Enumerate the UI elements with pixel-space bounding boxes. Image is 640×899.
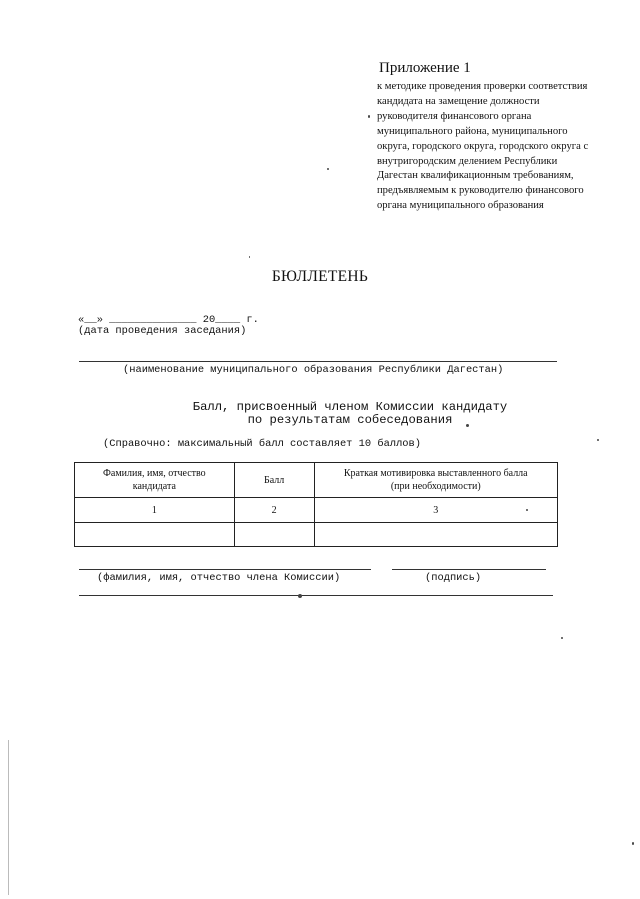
table-row [75,498,558,523]
scan-speck [561,637,563,639]
appendix-line: округа, городского округа, городского округа с [377,140,589,152]
bottom-rule [79,595,553,596]
municipality-caption: (наименование муниципального образования Республики Дагестан) [123,364,504,376]
scan-speck [526,509,528,511]
ballot-table [74,462,558,547]
scan-speck [249,256,250,258]
signature-line [392,569,546,570]
appendix-line: муниципального района, муниципального [377,125,568,137]
scan-speck [327,168,329,170]
scan-speck [298,594,302,598]
column-number-cell: 3 [314,498,558,523]
appendix-title: Приложение 1 [379,60,471,76]
header-candidate-name [75,463,235,498]
date-line: «__» ______________ 20____ г. [78,314,259,326]
score-heading-line: по результатам собеседования [247,413,453,427]
scan-edge [8,740,9,895]
score-cell [234,523,314,547]
column-number-cell: 1 [75,498,235,523]
table-header-row [75,463,558,498]
score-heading-line: Балл, присвоенный членом Комиссии кандидату [192,400,508,414]
column-number-cell: 2 [234,498,314,523]
header-motivation [314,463,558,498]
date-caption: (дата проведения заседания) [78,325,247,337]
scan-speck [466,424,469,427]
appendix-line: руководителя финансового органа [377,110,532,122]
appendix-line: внутригородским делением Республики [377,155,558,167]
appendix-line: предъявляемым к руководителю финансового [377,185,584,197]
document-title: БЮЛЛЕТЕНЬ [271,268,369,285]
score-heading [0,401,640,427]
scan-speck [632,842,634,845]
table-row [75,523,558,547]
header-score [234,463,314,498]
signature-caption: (подпись) [425,572,482,584]
appendix-line: Дагестан квалификационным требованиям, [377,170,574,182]
appendix-description [377,80,588,214]
header-candidate-name-text: Фамилия, имя, отчество кандидата [103,468,206,492]
member-name-caption: (фамилия, имя, отчество члена Комиссии) [97,572,341,584]
scan-speck [368,115,370,118]
motivation-cell [314,523,558,547]
header-motivation-text: Краткая мотивировка выставленного балла (при необходимости) [343,468,528,492]
candidate-name-cell [75,523,235,547]
municipality-name-line [79,361,557,362]
header-score-text: Балл [263,474,285,486]
appendix-line: кандидата на замещение должности [377,95,540,107]
scan-speck [597,439,599,441]
appendix-line: органа муниципального образования [377,200,544,212]
appendix-line: к методике проведения проверки соответствия [377,81,588,92]
member-name-line [79,569,371,570]
max-score-note: (Справочно: максимальный балл составляет 10 баллов) [103,438,422,450]
